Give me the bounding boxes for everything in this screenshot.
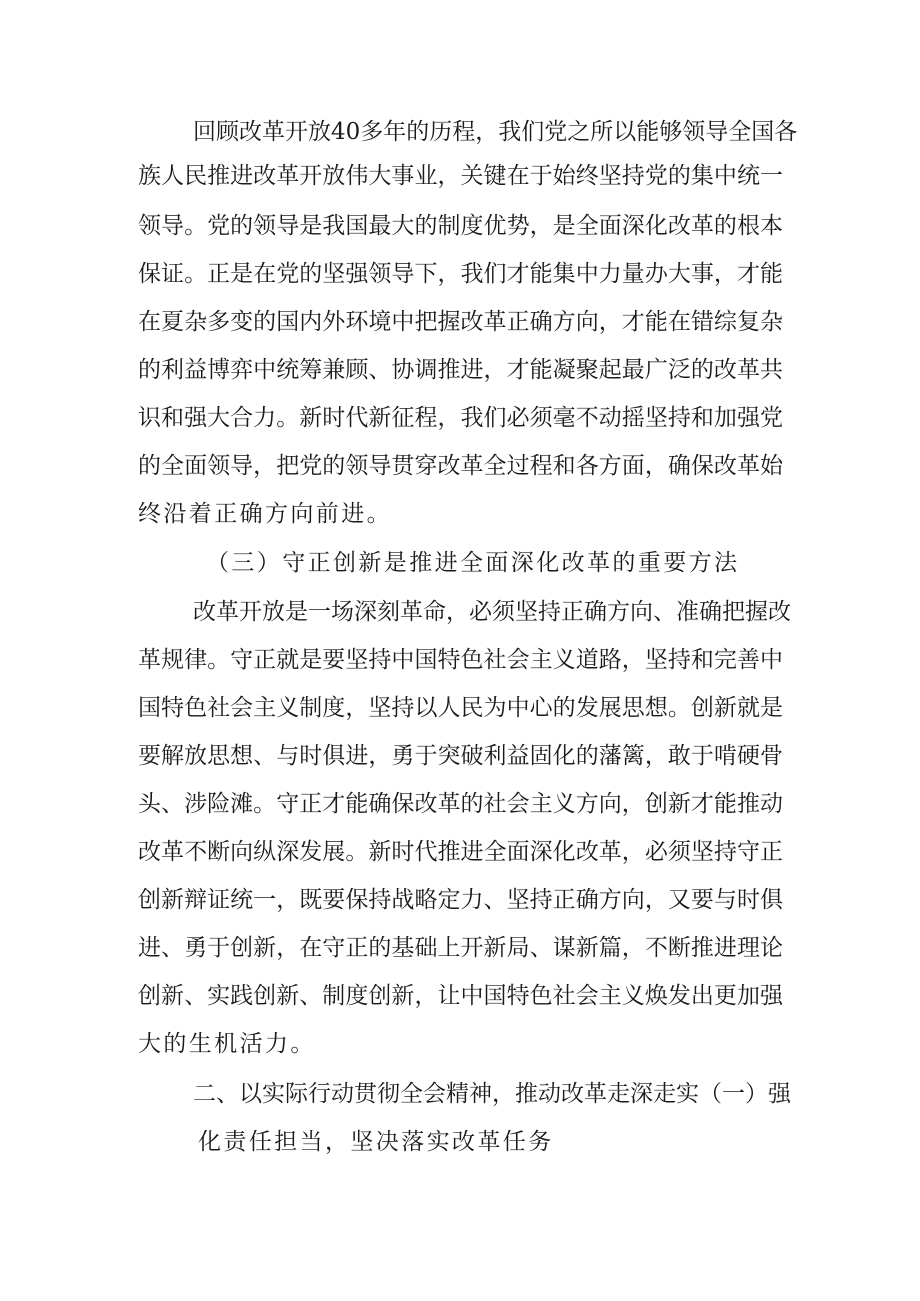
paragraph-2-line-5: 头、涉险滩。守正才能确保改革的社会主义方向，创新才能推动 — [138, 791, 783, 817]
paragraph-1-line-8: 的全面领导，把党的领导贯穿改革全过程和各方面，确保改革始 — [138, 453, 783, 479]
paragraph-1-line-7: 识和强大合力。新时代新征程，我们必须毫不动摇坚持和加强党 — [138, 405, 783, 431]
paragraph-2-line-4: 要解放思想、与时俱进，勇于突破利益固化的藩篱，敢于啃硬骨 — [138, 743, 783, 769]
section-heading: （三）守正创新是推进全面深化改革的重要方法 — [206, 550, 740, 576]
paragraph-2-line-3: 国特色社会主义制度，坚持以人民为中心的发展思想。创新就是 — [138, 695, 783, 721]
paragraph-1-line-9: 终沿着正确方向前进。 — [138, 501, 392, 527]
paragraph-2-line-10: 大的生机活力。 — [138, 1031, 316, 1057]
section-2-line-2: 化责任担当，坚决落实改革任务 — [198, 1129, 554, 1155]
paragraph-2-line-8: 进、勇于创新，在守正的基础上开新局、谋新篇，不断推进理论 — [138, 935, 783, 961]
paragraph-1-line-3: 领导。党的领导是我国最大的制度优势，是全面深化改革的根本 — [138, 213, 783, 239]
paragraph-1-line-6: 的利益博弈中统筹兼顾、协调推进，才能凝聚起最广泛的改革共 — [138, 357, 783, 383]
paragraph-1-line-1: 回顾改革开放40多年的历程，我们党之所以能够领导全国各 — [193, 119, 798, 145]
paragraph-1-line-4: 保证。正是在党的坚强领导下，我们才能集中力量办大事，才能 — [138, 261, 783, 287]
paragraph-2-line-9: 创新、实践创新、制度创新，让中国特色社会主义焕发出更加强 — [138, 983, 783, 1009]
paragraph-2-line-1: 改革开放是一场深刻革命，必须坚持正确方向、准确把握改 — [193, 599, 791, 625]
section-2-line-1: 二、以实际行动贯彻全会精神，推动改革走深走实（一）强 — [193, 1081, 791, 1107]
paragraph-1-line-2: 族人民推进改革开放伟大事业，关键在于始终坚持党的集中统一 — [138, 163, 783, 189]
paragraph-2-line-7: 创新辩证统一，既要保持战略定力、坚持正确方向，又要与时俱 — [138, 887, 783, 913]
paragraph-1-line-5: 在夏杂多变的国内外环境中把握改革正确方向，才能在错综复杂 — [138, 309, 783, 335]
paragraph-2-line-6: 改革不断向纵深发展。新时代推进全面深化改革，必须坚持守正 — [138, 839, 783, 865]
paragraph-2-line-2: 革规律。守正就是要坚持中国特色社会主义道路，坚持和完善中 — [138, 647, 783, 673]
